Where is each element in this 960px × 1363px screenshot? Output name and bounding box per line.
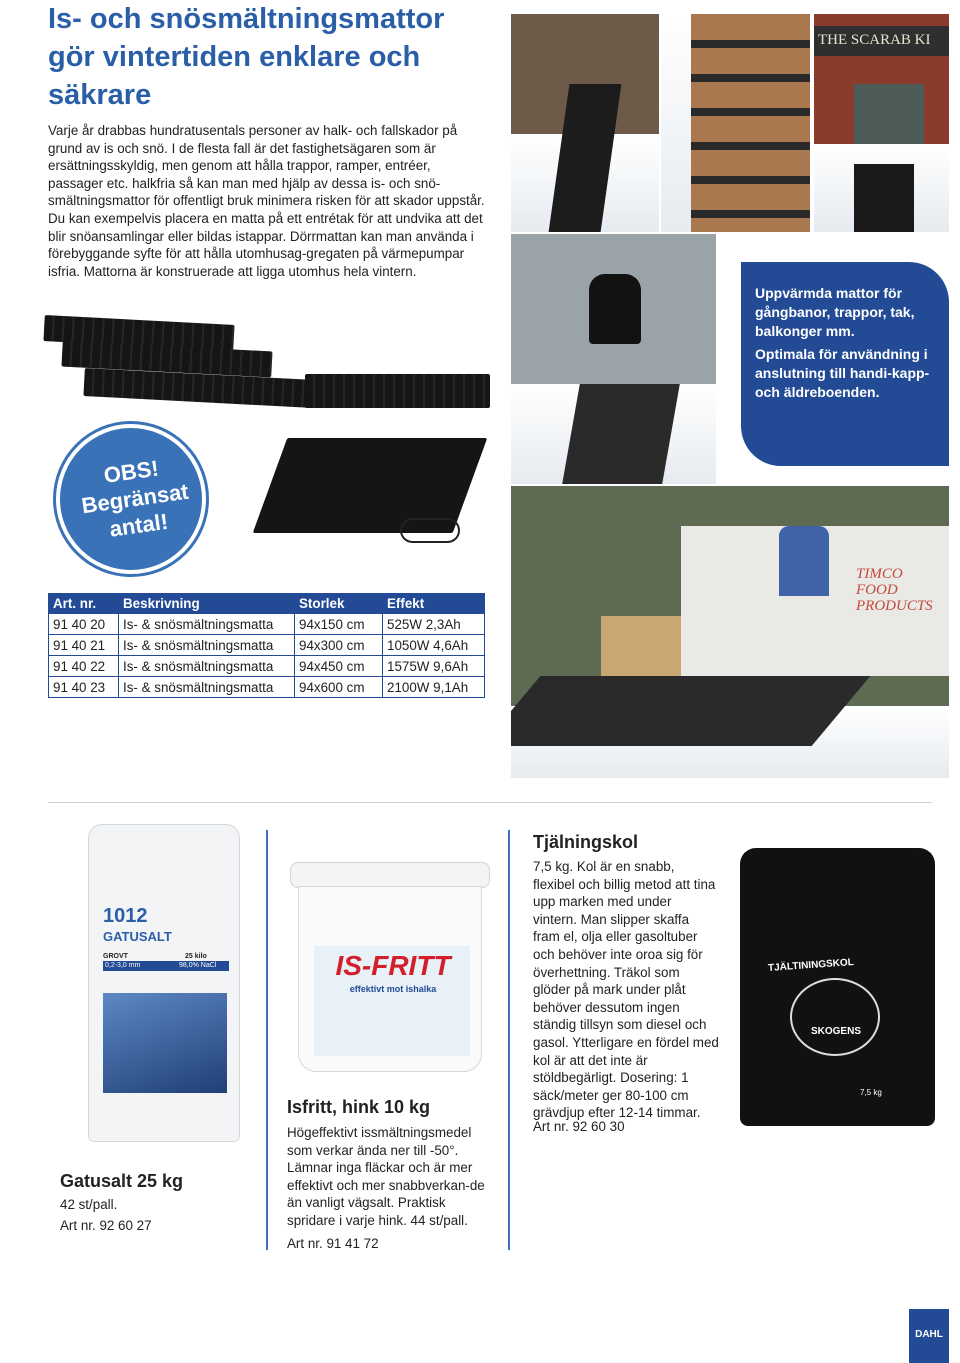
bag-grade: GROVT <box>103 953 128 960</box>
cell-effekt: 1575W 9,6Ah <box>383 656 485 677</box>
cell-beskrivning: Is- & snösmältningsmatta <box>119 677 295 698</box>
gatusalt-pall: 42 st/pall. <box>60 1197 118 1212</box>
info-text-2: Optimala för användning i anslutning till handi-kapp- och äldreboenden. <box>755 346 930 400</box>
table-row <box>49 614 485 635</box>
table-header-row <box>49 594 485 614</box>
cell-effekt: 1050W 4,6Ah <box>383 635 485 656</box>
col-storlek: Storlek <box>295 594 383 614</box>
badge-line-2: Begränsat <box>79 478 191 519</box>
gatusalt-bag-image <box>88 824 240 1142</box>
col-artnr: Art. nr. <box>49 594 119 614</box>
photo-stairs <box>661 14 810 232</box>
gatusalt-artnr: Art nr. 92 60 27 <box>60 1218 152 1233</box>
cell-artnr: 91 40 22 <box>49 656 119 677</box>
cell-beskrivning: Is- & snösmältningsmatta <box>119 614 295 635</box>
info-panel <box>741 262 949 466</box>
cell-beskrivning: Is- & snösmältningsmatta <box>119 656 295 677</box>
cell-artnr: 91 40 20 <box>49 614 119 635</box>
isfritt-label-small: effektivt mot ishalka <box>349 984 437 994</box>
store-sign: THE SCARAB KI <box>818 32 931 48</box>
photo-ramp-entrance <box>511 14 659 232</box>
table-row <box>49 677 485 698</box>
cell-artnr: 91 40 23 <box>49 677 119 698</box>
mat-cable <box>400 518 460 543</box>
kol-bag-brand: SKOGENS <box>810 1026 861 1037</box>
col-effekt: Effekt <box>383 594 485 614</box>
tjalningskol-artnr: Art nr. 92 60 30 <box>533 1119 625 1134</box>
tjalningskol-bag-image <box>740 848 935 1126</box>
limited-badge <box>56 424 206 574</box>
bag-size: 0,2-3,0 mm <box>105 962 141 969</box>
cell-storlek: 94x300 cm <box>295 635 383 656</box>
cell-effekt: 525W 2,3Ah <box>383 614 485 635</box>
section-divider <box>48 802 932 803</box>
kol-bag-title: TJÄLTININGSKOL <box>767 957 855 974</box>
mat-door <box>305 374 490 408</box>
bag-nacl: 98,0% NaCl <box>179 962 217 969</box>
cell-effekt: 2100W 9,1Ah <box>383 677 485 698</box>
truck-text: TIMCO FOOD PRODUCTS <box>856 566 933 614</box>
isfritt-text: Högeffektivt issmältningsmedel som verkar ända ner till -50°. Lämnar inga fläckar och är mer effektivt och mer snabbverkan-de än vanligt vägsalt. Praktisk spridare i varje hink. 44 st/pall. <box>287 1125 485 1228</box>
isfritt-artnr: Art nr. 91 41 72 <box>287 1236 379 1251</box>
table-row <box>49 656 485 677</box>
photo-wheelchair-ramp <box>511 234 716 484</box>
isfritt-title: Isfritt, hink 10 kg <box>287 1097 431 1117</box>
isfritt-label-big: IS-FRITT <box>335 950 451 981</box>
cell-storlek: 94x150 cm <box>295 614 383 635</box>
bag-number: 1012 <box>103 905 148 927</box>
page-title: Is- och snösmältningsmattor gör vintertiden enklare och säkrare <box>48 3 445 111</box>
info-text-1: Uppvärmda mattor för gångbanor, trappor, tak, balkonger mm. <box>755 285 915 339</box>
cell-beskrivning: Is- & snösmältningsmatta <box>119 635 295 656</box>
col-beskrivning: Beskrivning <box>119 594 295 614</box>
gatusalt-divider <box>266 830 268 1250</box>
cell-storlek: 94x450 cm <box>295 656 383 677</box>
gatusalt-title: Gatusalt 25 kg <box>60 1171 184 1191</box>
intro-text: Varje år drabbas hundratusentals personer av halk- och fallskador på grund av is och snö. I de flesta fall är det fastighetsägaren som är ersättningsskyldig, men genom att hålla trappor, ramper, entréer, passager etc. halkfria så kan man med hjälp av dessa is- och snö-smältningsmattor för offentligt bruk minimera risken för att skador uppstår. Du kan exempelvis placera en matta på ett entrétak för att undvika att det blir snöansamlingar eller bildas istappar. Dörrmattan kan man använda i förebyggande syfte för att hålla utomhusag-gregaten på värmepumpar isfria. Mattorna är konstruerade att ligga utomhus hela vintern. <box>48 123 485 279</box>
tjalningskol-text: 7,5 kg. Kol är en snabb, flexibel och billig metod att tina upp marken med under vintern. Man slipper skaffa fram el, olja eller gasoltuber och behöver inte oroa sig för överhettning. Träkol som glöder på mark under plåt behöver dessutom ingen ständig tillsyn som diesel och gasol. Ytterligare en fördel med kol är att det inte är stöldbegärligt. Dosering: 1 säck/meter ger 80-100 cm grävdjup efter 12-14 timmar. <box>533 859 719 1121</box>
isfritt-bucket-image <box>290 862 490 1074</box>
product-table <box>48 593 485 698</box>
bag-weight: 25 kilo <box>185 953 207 960</box>
tjalningskol-divider <box>508 830 510 1250</box>
dahl-logo: DAHL <box>909 1309 949 1363</box>
cell-artnr: 91 40 21 <box>49 635 119 656</box>
tjalningskol-title: Tjälningskol <box>533 832 639 852</box>
table-row <box>49 635 485 656</box>
kol-bag-weight: 7,5 kg <box>860 1088 882 1097</box>
badge-line-1: OBS! <box>102 455 161 488</box>
mat-small-3 <box>83 368 314 408</box>
bag-name: GATUSALT <box>103 929 172 944</box>
photo-storefront <box>814 14 949 232</box>
badge-line-3: antal! <box>107 508 170 542</box>
photo-handtruck-ramp <box>511 486 949 778</box>
cell-storlek: 94x600 cm <box>295 677 383 698</box>
